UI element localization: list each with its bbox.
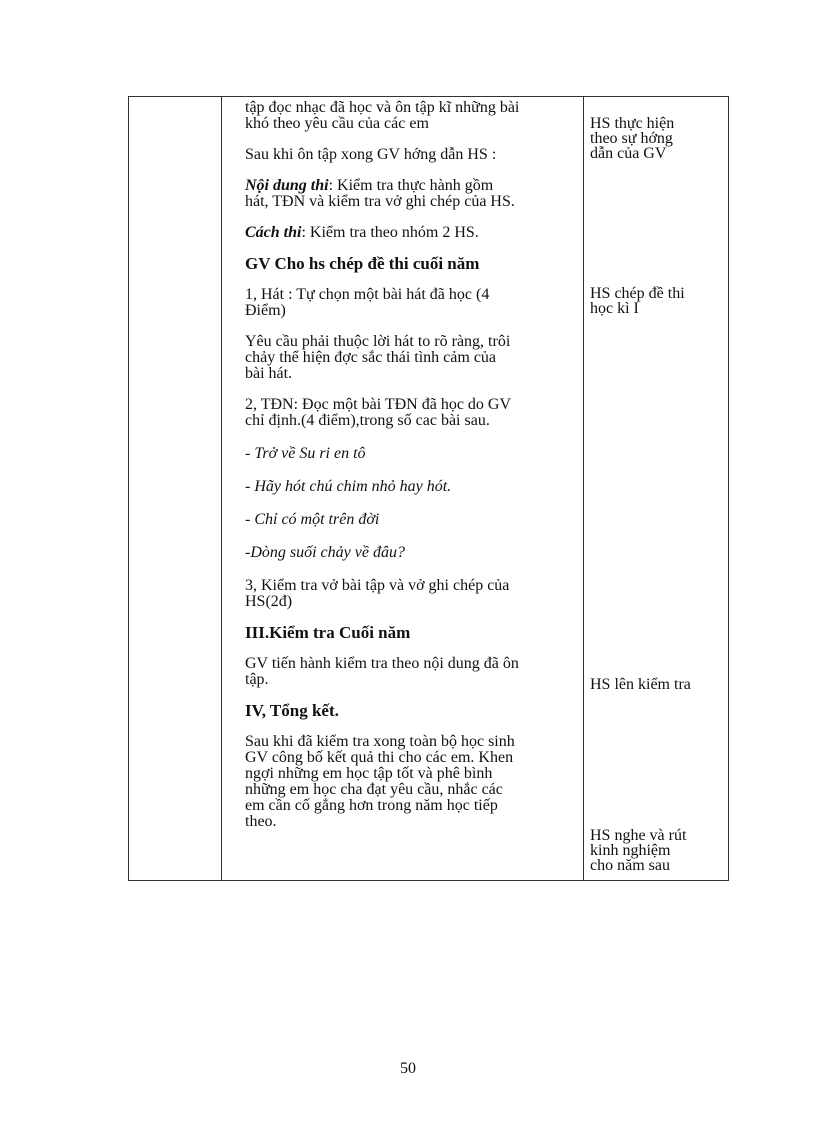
lesson-table <box>128 96 729 881</box>
table-row <box>129 97 729 881</box>
summary-line-4: những em học cha đạt yêu cầu, nhắc các <box>245 781 503 798</box>
time-column <box>129 97 222 881</box>
requirement-line-3: bài hát. <box>245 365 293 382</box>
summary-line-3: ngợi những em học tập tốt và phê bình <box>245 765 493 782</box>
teacher-activity-column <box>222 97 584 881</box>
student-note-3: HS lên kiểm tra <box>590 676 691 693</box>
final-line-1: GV tiến hành kiểm tra theo nội dung đã ôn <box>245 655 519 672</box>
exam-content <box>245 178 577 194</box>
song-3: - Chỉ có một trên đời <box>245 511 380 528</box>
requirement-line-1: Yêu cầu phải thuộc lời hát to rõ ràng, trôi <box>245 333 511 350</box>
item1-line-2: Điểm) <box>245 302 286 319</box>
method-text: : Kiểm tra theo nhóm 2 HS. <box>301 224 479 241</box>
heading-copy-exam: GV Cho hs chép đề thi cuối năm <box>245 254 480 273</box>
intro-line-1: tập đọc nhạc đã học và ôn tập kĩ những bài <box>245 99 520 116</box>
student-note-4: HS nghe và rút kinh nghiệm cho năm sau <box>590 827 687 874</box>
item3-line-2: HS(2đ) <box>245 593 293 610</box>
intro-line-2: khó theo yêu cầu của các em <box>245 115 429 132</box>
requirement-line-2: chảy thể hiện đợc sắc thái tình cảm của <box>245 349 497 366</box>
student-activity-column <box>584 97 729 881</box>
item2-line-1: 2, TĐN: Đọc một bài TĐN đã học do GV <box>245 396 512 413</box>
item1-line-1: 1, Hát : Tự chọn một bài hát đã học (4 <box>245 286 490 303</box>
summary-line-1: Sau khi đã kiểm tra xong toàn bộ học sinh <box>245 733 515 750</box>
song-2: - Hãy hót chú chim nhỏ hay hót. <box>245 478 452 495</box>
exam-method <box>245 225 577 241</box>
review-instruction: Sau khi ôn tập xong GV hớng dẫn HS : <box>245 146 497 163</box>
content-text-2: hát, TĐN và kiểm tra vở ghi chép của HS. <box>245 193 515 210</box>
heading-final-exam: III.Kiểm tra Cuối năm <box>245 623 411 642</box>
final-line-2: tập. <box>245 671 269 688</box>
song-4: -Dòng suối chảy về đâu? <box>245 544 405 561</box>
song-1: - Trở về Su ri en tô <box>245 445 366 462</box>
item2-line-2: chỉ định.(4 điểm),trong số cac bài sau. <box>245 412 490 429</box>
method-label: Cách thi <box>245 224 302 241</box>
summary-line-6: theo. <box>245 813 277 830</box>
page-number: 50 <box>400 1060 416 1077</box>
item3-line-1: 3, Kiểm tra vở bài tập và vở ghi chép của <box>245 577 510 594</box>
student-note-1: HS thực hiện theo sự hớng dẫn của GV <box>590 115 675 162</box>
student-note-2: HS chép đề thi học kì I <box>590 285 685 317</box>
summary-line-5: em cần cố gắng hơn trong năm học tiếp <box>245 797 498 814</box>
heading-summary: IV, Tổng kết. <box>245 701 339 720</box>
summary-line-2: GV công bố kết quả thi cho các em. Khen <box>245 749 514 766</box>
content-text-1: : Kiểm tra thực hành gồm <box>328 177 494 194</box>
content-label: Nội dung thi <box>245 177 329 194</box>
